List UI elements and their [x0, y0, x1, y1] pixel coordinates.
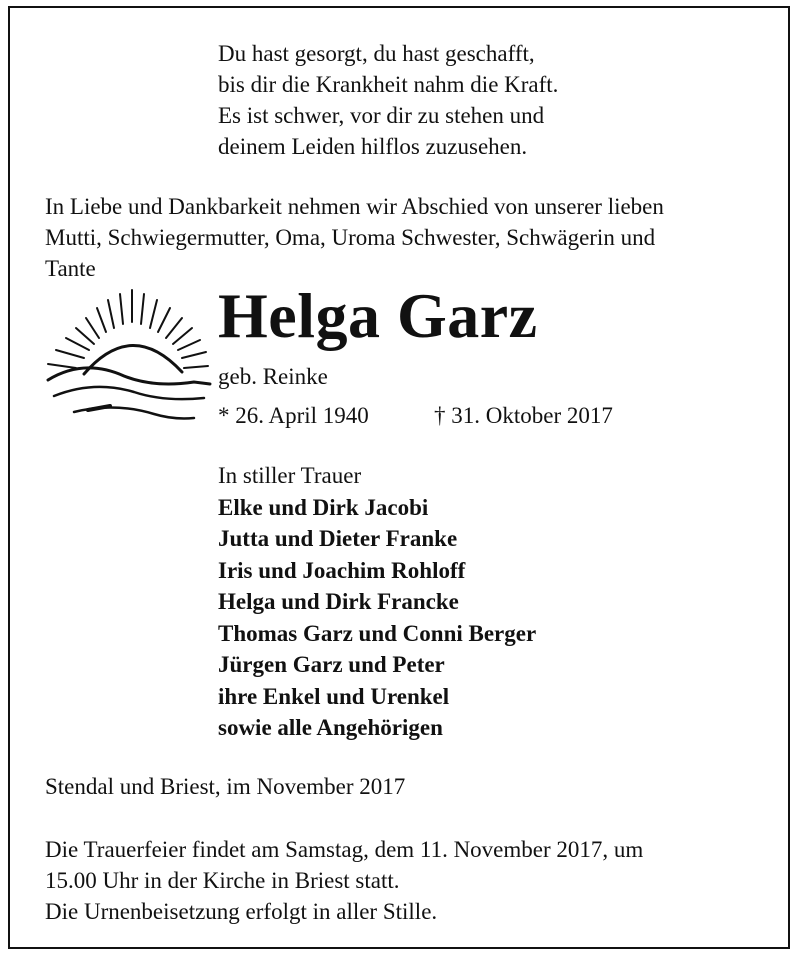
ceremony-info [45, 834, 785, 927]
mourner-name: ihre Enkel und Urenkel [218, 683, 450, 709]
mourners-heading: In stiller Trauer [218, 463, 362, 488]
maiden-name: geb. Reinke [218, 364, 328, 389]
mourner-name: Jutta und Dieter Franke [218, 526, 458, 551]
farewell-line: In Liebe und Dankbarkeit nehmen wir Abschied von unserer lieben [45, 194, 664, 219]
poem-line: bis dir die Krankheit nahm die Kraft. [218, 72, 559, 97]
deceased-name: Helga Garz [218, 280, 538, 351]
poem-line: Es ist schwer, vor dir zu stehen und [218, 103, 545, 128]
sunset-over-hills-icon [44, 288, 214, 428]
mourner-name: Elke und Dirk Jacobi [218, 494, 429, 520]
farewell-text [45, 191, 780, 284]
obituary-frame [8, 6, 790, 949]
death-date: † 31. Oktober 2017 [434, 403, 613, 428]
place-and-date: Stendal und Briest, im November 2017 [45, 774, 406, 799]
mourner-name: Helga und Dirk Francke [218, 589, 459, 614]
mourners-list [218, 460, 536, 744]
ceremony-line: 15.00 Uhr in der Kirche in Briest statt. [45, 868, 400, 893]
poem-line: deinem Leiden hilflos zuzusehen. [218, 134, 528, 159]
mourner-name: Iris und Joachim Rohloff [218, 557, 466, 583]
ceremony-line: Die Urnenbeisetzung erfolgt in aller Stille. [45, 899, 438, 924]
farewell-line: Mutti, Schwiegermutter, Oma, Uroma Schwester, Schwägerin und [45, 225, 656, 250]
ceremony-line: Die Trauerfeier findet am Samstag, dem 11. November 2017, um [45, 837, 644, 862]
mourner-name: Jürgen Garz und Peter [218, 652, 445, 677]
farewell-line: Tante [45, 256, 96, 281]
birth-date: * 26. April 1940 [218, 403, 369, 428]
poem [218, 38, 558, 162]
poem-line: Du hast gesorgt, du hast geschafft, [218, 41, 535, 66]
mourner-name: sowie alle Angehörigen [218, 715, 443, 740]
mourner-name: Thomas Garz und Conni Berger [218, 620, 537, 646]
